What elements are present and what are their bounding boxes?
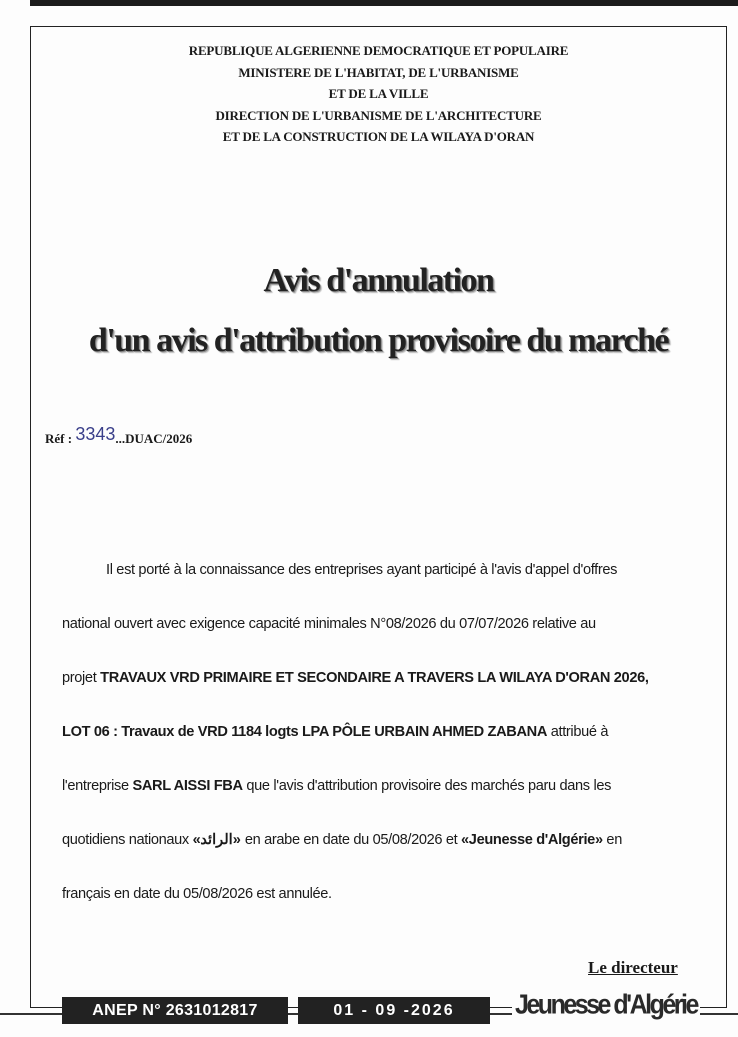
arabic-newspaper: «الرائد» [192,832,241,848]
body-line: français en date du 05/08/2026 est annulée. [62,886,332,902]
reference-number: 3343 [75,424,116,444]
project-name: TRAVAUX VRD PRIMAIRE ET SECONDAIRE A TRAVERS LA WILAYA D'ORAN 2026, [100,670,649,686]
body-line: quotidiens nationaux «الرائد» en arabe en date du 05/08/2026 et «Jeunesse d'Algérie» en [62,832,622,848]
ministry-header [30,40,727,148]
anep-badge: ANEP N° 2631012817 [62,997,288,1024]
header-line-1: REPUBLIQUE ALGERIENNE DEMOCRATIQUE ET POPULAIRE [188,43,569,58]
date-badge: 01 - 09 -2026 [298,997,490,1024]
reference [45,424,193,448]
signature: Le directeur [588,958,678,977]
french-newspaper: «Jeunesse d'Algérie» [461,832,603,848]
lot-name: LOT 06 : Travaux de VRD 1184 logts LPA PÔLE URBAIN AHMED ZABANA [62,724,548,740]
header-line-5: ET DE LA CONSTRUCTION DE LA WILAYA D'ORAN [222,129,535,144]
header-line-2: MINISTERE DE L'HABITAT, DE L'URBANISME [238,64,519,80]
body-line: l'entreprise SARL AISSI FBA que l'avis d'attribution provisoire des marchés paru dans les [62,778,612,794]
body-line: LOT 06 : Travaux de VRD 1184 logts LPA PÔLE URBAIN AHMED ZABANA attribué à [62,724,609,740]
reference-suffix: ...DUAC/2026 [115,431,193,446]
notice-body [62,543,708,921]
body-line: projet TRAVAUX VRD PRIMAIRE ET SECONDAIRE A TRAVERS LA WILAYA D'ORAN 2026, [62,670,649,686]
company-name: SARL AISSI FBA [132,778,243,794]
header-line-4: DIRECTION DE L'URBANISME DE L'ARCHITECTURE [215,107,542,123]
body-line: national ouvert avec exigence capacité minimales N°08/2026 du 07/07/2026 relative au [62,616,596,632]
notice-subtitle: d'un avis d'attribution provisoire du marché [88,322,669,359]
notice-title: Avis d'annulation [263,262,494,299]
header-line-3: ET DE LA VILLE [328,86,429,101]
body-line: Il est porté à la connaissance des entreprises ayant participé à l'avis d'appel d'offres [106,562,618,578]
newspaper-logo: Jeunesse d'Algérie [512,990,700,1022]
reference-label: Réf : [45,431,73,446]
top-border-bar [30,0,738,6]
